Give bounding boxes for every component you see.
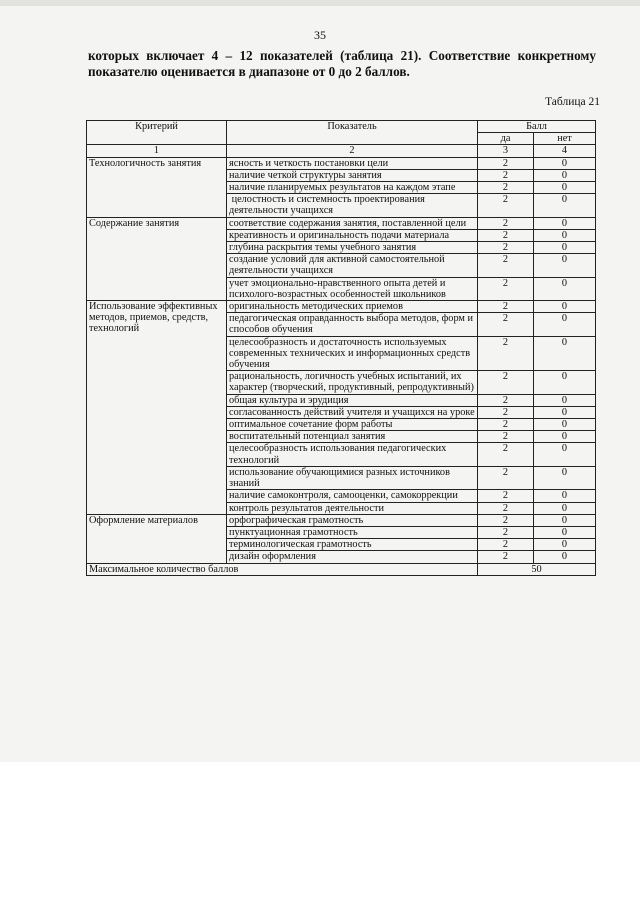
criterion-cell: Технологичность занятия <box>87 157 227 217</box>
score-yes-cell: 2 <box>478 419 534 431</box>
score-yes-cell: 2 <box>478 490 534 502</box>
indicator-cell: наличие четкой структуры занятия <box>227 169 478 181</box>
indicator-cell: наличие планируемых результатов на каждом этапе <box>227 182 478 194</box>
score-yes-cell: 2 <box>478 242 534 254</box>
table-row <box>87 157 596 169</box>
indicator-cell: орфографическая грамотность <box>227 514 478 526</box>
indicator-cell: контроль результатов деятельности <box>227 502 478 514</box>
indicator-cell: воспитательный потенциал занятия <box>227 431 478 443</box>
indicator-cell: целостность и системность проектирования деятельности учащихся <box>227 194 478 217</box>
score-no-cell: 0 <box>534 242 596 254</box>
score-yes-cell: 2 <box>478 194 534 217</box>
score-no-cell: 0 <box>534 514 596 526</box>
table-body <box>87 157 596 563</box>
table-row <box>87 217 596 229</box>
indicator-cell: ясность и четкость постановки цели <box>227 157 478 169</box>
score-yes-cell: 2 <box>478 551 534 563</box>
column-number: 1 <box>87 145 227 157</box>
score-yes-cell: 2 <box>478 406 534 418</box>
score-no-cell: 0 <box>534 466 596 489</box>
indicator-cell: соответствие содержания занятия, поставленной цели <box>227 217 478 229</box>
score-yes-cell: 2 <box>478 526 534 538</box>
indicator-cell: наличие самоконтроля, самооценки, самокоррекции <box>227 490 478 502</box>
score-no-cell: 0 <box>534 336 596 371</box>
total-label: Максимальное количество баллов <box>87 563 478 575</box>
indicator-cell: целесообразность использования педагогических технологий <box>227 443 478 466</box>
header-indicator: Показатель <box>227 121 478 145</box>
column-number-row <box>87 145 596 157</box>
score-yes-cell: 2 <box>478 254 534 277</box>
score-yes-cell: 2 <box>478 394 534 406</box>
score-no-cell: 0 <box>534 157 596 169</box>
indicator-cell: креативность и оригинальность подачи материала <box>227 229 478 241</box>
page-number: 35 <box>314 28 326 42</box>
score-yes-cell: 2 <box>478 301 534 313</box>
criterion-cell: Использование эффективных методов, приемов, средств, технологий <box>87 301 227 515</box>
score-no-cell: 0 <box>534 301 596 313</box>
score-yes-cell: 2 <box>478 431 534 443</box>
column-number: 2 <box>227 145 478 157</box>
indicator-cell: терминологическая грамотность <box>227 539 478 551</box>
score-yes-cell: 2 <box>478 466 534 489</box>
indicator-cell: общая культура и эрудиция <box>227 394 478 406</box>
score-yes-cell: 2 <box>478 443 534 466</box>
indicator-cell: создание условий для активной самостоятельной деятельности учащихся <box>227 254 478 277</box>
score-no-cell: 0 <box>534 182 596 194</box>
score-no-cell: 0 <box>534 526 596 538</box>
score-no-cell: 0 <box>534 490 596 502</box>
table-row <box>87 301 596 313</box>
indicator-cell: учет эмоционально-нравственного опыта детей и психолого-возрастных особенностей школьников <box>227 277 478 300</box>
score-yes-cell: 2 <box>478 217 534 229</box>
scan-edge-shadow <box>0 0 640 6</box>
table-caption: Таблица 21 <box>545 96 600 108</box>
score-yes-cell: 2 <box>478 371 534 394</box>
score-no-cell: 0 <box>534 229 596 241</box>
indicator-cell: оригинальность методических приемов <box>227 301 478 313</box>
criterion-cell: Оформление материалов <box>87 514 227 563</box>
header-row <box>87 121 596 133</box>
score-no-cell: 0 <box>534 313 596 336</box>
table-row <box>87 514 596 526</box>
score-no-cell: 0 <box>534 371 596 394</box>
score-yes-cell: 2 <box>478 336 534 371</box>
score-yes-cell: 2 <box>478 539 534 551</box>
score-no-cell: 0 <box>534 419 596 431</box>
indicator-cell: пунктуационная грамотность <box>227 526 478 538</box>
score-no-cell: 0 <box>534 217 596 229</box>
header-score: Балл <box>478 121 596 133</box>
criteria-table <box>86 120 596 576</box>
indicator-cell: согласованность действий учителя и учащихся на уроке <box>227 406 478 418</box>
column-number: 3 <box>478 145 534 157</box>
indicator-cell: рациональность, логичность учебных испытаний, их характер (творческий, продуктивный, репродуктивный) <box>227 371 478 394</box>
score-no-cell: 0 <box>534 406 596 418</box>
indicator-cell: дизайн оформления <box>227 551 478 563</box>
score-yes-cell: 2 <box>478 229 534 241</box>
intro-paragraph: которых включает 4 – 12 показателей (таблица 21). Соответствие конкретному показателю оценивается в диапазоне от 0 до 2 баллов. <box>88 48 596 79</box>
score-yes-cell: 2 <box>478 277 534 300</box>
score-no-cell: 0 <box>534 394 596 406</box>
column-number: 4 <box>534 145 596 157</box>
score-no-cell: 0 <box>534 169 596 181</box>
total-value: 50 <box>478 563 596 575</box>
score-yes-cell: 2 <box>478 157 534 169</box>
score-no-cell: 0 <box>534 431 596 443</box>
indicator-cell: оптимальное сочетание форм работы <box>227 419 478 431</box>
indicator-cell: целесообразность и достаточность используемых современных технических и информационных средств обучения <box>227 336 478 371</box>
score-yes-cell: 2 <box>478 169 534 181</box>
indicator-cell: глубина раскрытия темы учебного занятия <box>227 242 478 254</box>
criterion-cell: Содержание занятия <box>87 217 227 300</box>
score-yes-cell: 2 <box>478 502 534 514</box>
score-no-cell: 0 <box>534 539 596 551</box>
header-criterion: Критерий <box>87 121 227 145</box>
score-no-cell: 0 <box>534 502 596 514</box>
score-yes-cell: 2 <box>478 182 534 194</box>
score-no-cell: 0 <box>534 254 596 277</box>
indicator-cell: педагогическая оправданность выбора методов, форм и способов обучения <box>227 313 478 336</box>
score-no-cell: 0 <box>534 277 596 300</box>
score-yes-cell: 2 <box>478 514 534 526</box>
score-no-cell: 0 <box>534 194 596 217</box>
header-yes: да <box>478 133 534 145</box>
score-yes-cell: 2 <box>478 313 534 336</box>
score-no-cell: 0 <box>534 551 596 563</box>
header-no: нет <box>534 133 596 145</box>
indicator-cell: использование обучающимися разных источников знаний <box>227 466 478 489</box>
score-no-cell: 0 <box>534 443 596 466</box>
total-row <box>87 563 596 575</box>
